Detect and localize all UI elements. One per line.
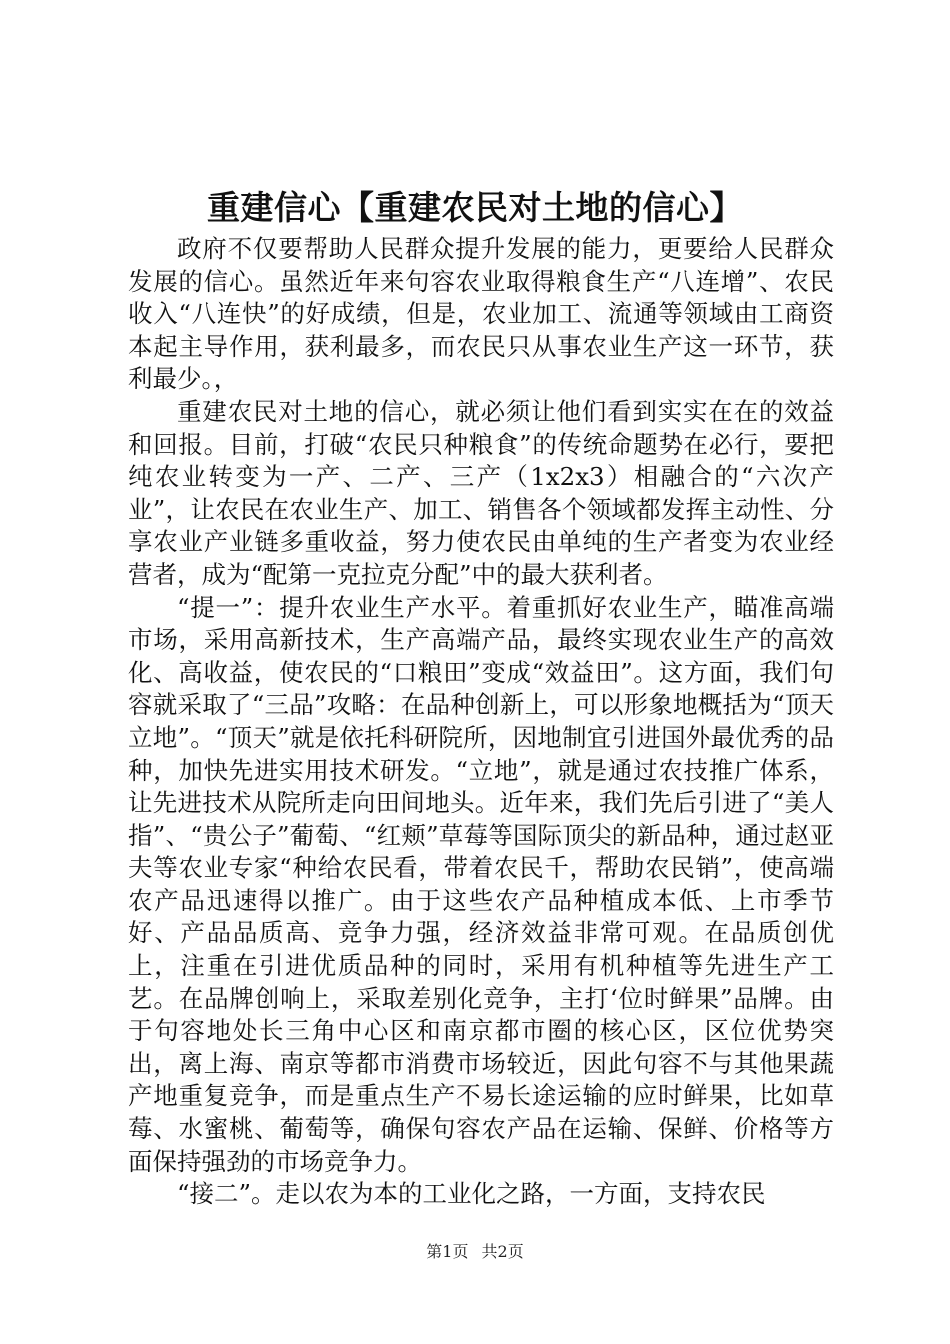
page-footer: [0, 1242, 950, 1262]
document-body: [128, 233, 834, 1211]
paragraph-rebuild-confidence: 重建农民对土地的信心，就必须让他们看到实实在在的效益和回报。目前，打破“农民只种粮食”的传统命题势在必行，要把纯农业转变为一产、二产、三产（1x2x3）相融合的“六次产业”，让农民在农业生产、加工、销售各个领域都发挥主动性、分享农业产业链多重收益，努力使农民由单纯的生产者变为农业经营者，成为“配第一克拉克分配”中的最大获利者。: [128, 396, 834, 589]
page-number-current: 第1页: [426, 1242, 469, 1261]
paragraph-intro: 政府不仅要帮助人民群众提升发展的能力，更要给人民群众发展的信心。虽然近年来句容农业取得粮食生产“八连增”、农民收入“八连快”的好成绩，但是，农业加工、流通等领域由工商资本起主导作用，获利最多，而农民只从事农业生产这一环节，获利最少。，: [128, 234, 834, 394]
paragraph-ti-yi: “提一”：提升农业生产水平。着重抓好农业生产，瞄准高端市场，采用高新技术，生产高端产品，最终实现农业生产的高效化、高收益，使农民的“口粮田”变成“效益田”。这方面，我们句容就采取了“三品”攻略：在品种创新上，可以形象地概括为“顶天立地”。“顶天”就是依托科研院所，因地制宜引进国外最优秀的品种，加快先进实用技术研发。“立地”，就是通过农技推广体系，让先进技术从院所走向田间地头。近年来，我们先后引进了“美人指”、“贵公子”葡萄、“红颊”草莓等国际顶尖的新品种，通过赵亚夫等农业专家“种给农民看，带着农民千，帮助农民销”，使高端农产品迅速得以推广。由于这些农产品种植成本低、上市季节好、产品品质高、竞争力强，经济效益非常可观。在品质创优上，注重在引进优质品种的同时，采用有机种植等先进生产工艺。在品牌创响上，采取差别化竞争，主打‘位时鲜果”品牌。由于句容地处长三角中心区和南京都市圈的核心区，区位优势突出，离上海、南京等都市消费市场较近，因此句容不与其他果蔬产地重复竞争，而是重点生产不易长途运输的应时鲜果，比如草莓、水蜜桃、葡萄等，确保句容农产品在运输、保鲜、价格等方面保持强劲的市场竞争力。: [128, 592, 834, 1176]
document-title: 重建信心【重建农民对土地的信心】: [207, 188, 743, 227]
page-number-total: 共2页: [481, 1242, 524, 1261]
paragraph-jie-er: “接二”。走以农为本的工业化之路，一方面，支持农民: [177, 1179, 766, 1209]
